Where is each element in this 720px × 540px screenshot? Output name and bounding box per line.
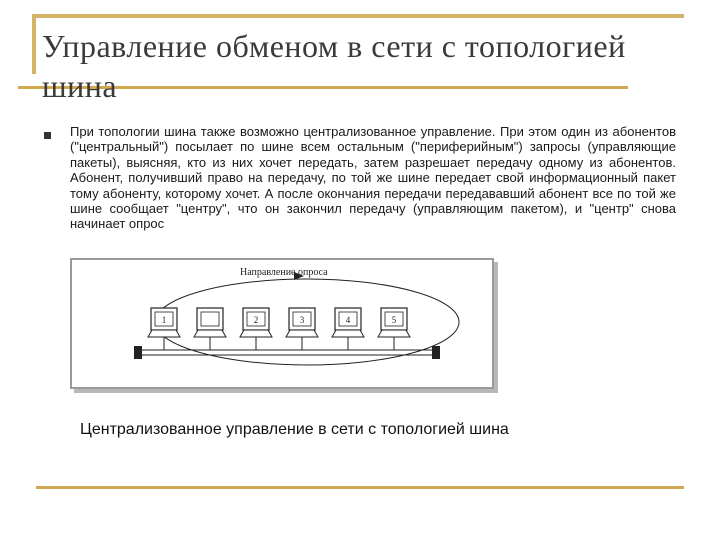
station-label: 4 (345, 315, 351, 325)
station-label: 1 (161, 315, 167, 325)
slide-title: Управление обменом в сети с топологией шина (42, 28, 626, 104)
body-paragraph: При топологии шина также возможно централизованное управление. При этом один из абонентов ("центральный") посылает по шине всем остальным ("периферийным") запросы (управляющие пакеты), выясняя, кто из них хочет передать, затем разрешает передачу одному из абонентов. Абонент, получивший право на передачу, по той же шине передает свой информационный пакет тому абоненту, которому хочет. А после окончания передачи передававший абонент все по той же шине сообщает "центру", что он закончил передачу (управляющим пакетом), и "центр" снова начинает опрос (70, 124, 676, 232)
decorative-frame-vertical (32, 14, 36, 74)
station-2 (194, 308, 226, 350)
bus-terminator-left (134, 346, 142, 359)
figure-caption: Централизованное управление в сети с топологией шина (80, 421, 509, 438)
diagram-svg (72, 260, 492, 387)
station-3 (240, 308, 272, 350)
station-label: 5 (391, 315, 397, 325)
keyboard-icon (240, 330, 272, 337)
station-5 (332, 308, 364, 350)
bus-topology-diagram (70, 258, 494, 389)
stations-group (148, 308, 410, 350)
station-label: 2 (253, 315, 259, 325)
bullet-marker (44, 132, 51, 139)
station-4 (286, 308, 318, 350)
keyboard-icon (148, 330, 180, 337)
keyboard-icon (332, 330, 364, 337)
decorative-frame-bottom (36, 486, 684, 489)
arrow-label: Направление опроса (240, 267, 328, 278)
station-6 (378, 308, 410, 350)
bus-terminator-right (432, 346, 440, 359)
screen-icon (201, 312, 219, 326)
keyboard-icon (378, 330, 410, 337)
station-label: 3 (299, 315, 305, 325)
keyboard-icon (286, 330, 318, 337)
keyboard-icon (194, 330, 226, 337)
decorative-frame-top (32, 14, 684, 18)
